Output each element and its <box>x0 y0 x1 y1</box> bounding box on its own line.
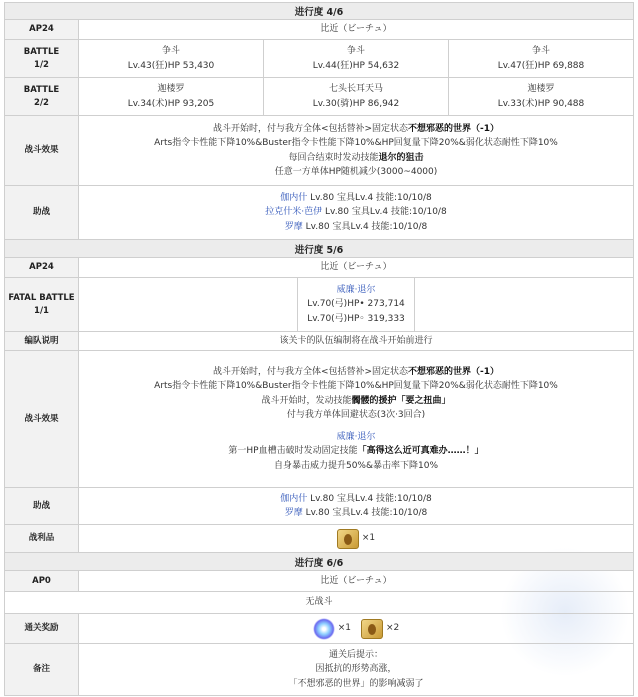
effect-text <box>79 351 633 487</box>
loot-label-text: 战利品 <box>28 533 55 544</box>
effect-highlight: 退尔的狙击 <box>378 152 424 163</box>
battle-label <box>5 78 79 115</box>
boss-cell <box>297 278 415 331</box>
support-list <box>79 488 633 524</box>
support-info: Lv.80 宝具Lv.4 技能:10/10/8 <box>325 207 447 218</box>
enemy-name: 迦楼罗 <box>157 83 185 94</box>
stage6-ap-row <box>4 571 634 592</box>
stage6-header <box>4 553 634 571</box>
support-servant-link[interactable]: 伽内什 <box>280 193 308 204</box>
enemy-name: 迦楼罗 <box>527 83 555 94</box>
effect-highlight: 不想邪恶的世界（-1） <box>408 367 500 378</box>
enemy-name: 七头长耳天马 <box>328 83 383 94</box>
effect-highlight: 不想邪恶的世界（-1） <box>408 124 500 135</box>
stage5-header-text: 进行度 5/6 <box>294 244 344 256</box>
effect-line: 自身暴击威力提升50%&暴击率下降10% <box>273 460 439 471</box>
ap-value: AP24 <box>29 24 54 35</box>
stage6-header-text: 进行度 6/6 <box>294 557 344 569</box>
battle-label-text: FATAL BATTLE <box>8 292 75 303</box>
enemy-stat: Lv.44(狂)HP 54,632 <box>312 60 400 71</box>
place-cell <box>79 20 633 39</box>
note-label <box>5 644 79 695</box>
reward-label <box>5 614 79 643</box>
battle-label <box>5 40 79 77</box>
ap-label <box>5 258 79 277</box>
effect-label-text: 战斗效果 <box>24 413 59 424</box>
enemy-cell <box>449 40 633 77</box>
stage4-battle2-row <box>4 78 634 116</box>
note-line: 因抵抗的形势高涨， <box>315 664 397 675</box>
effect-line: Arts指令卡性能下降10%&Buster指令卡性能下降10%&HP回复量下降20%&弱化状态耐性下降10% <box>154 381 558 392</box>
nobattle-cell <box>5 592 633 613</box>
enemy-cell <box>264 78 449 115</box>
stage5-support-row <box>4 488 634 525</box>
note-line: 通关后提示： <box>328 650 383 661</box>
reward-cell <box>79 614 633 643</box>
stage4-header-text: 进行度 4/6 <box>294 7 344 18</box>
place-cell <box>79 258 633 277</box>
support-info: Lv.80 宝具Lv.4 技能:10/10/8 <box>310 193 432 204</box>
nobattle-text: 无战斗 <box>305 597 333 608</box>
ap-label <box>5 20 79 39</box>
support-info: Lv.80 宝具Lv.4 技能:10/10/8 <box>310 493 432 504</box>
stage6-reward-row <box>4 614 634 644</box>
stage5-fatal-row <box>4 278 634 332</box>
stage4-effect-row <box>4 116 634 186</box>
loot-count: ×1 <box>361 533 376 544</box>
loot-cell <box>79 525 633 552</box>
boss-hp-2: Lv.70(弓)HP◦ 319,333 <box>307 313 405 324</box>
party-label-text: 编队说明 <box>24 335 59 346</box>
boss-hp-1: Lv.70(弓)HP• 273,714 <box>307 299 405 310</box>
enemy-cell <box>449 78 633 115</box>
battle-label-text: BATTLE <box>23 46 60 57</box>
battle-label-text: BATTLE <box>23 84 60 95</box>
effect-line: 每回合结束时发动技能 <box>288 152 379 163</box>
enemy-cell <box>264 40 449 77</box>
enemy-name: 争斗 <box>346 45 365 56</box>
support-info: Lv.80 宝具Lv.4 技能:10/10/8 <box>305 221 428 232</box>
effect-line: 战斗开始时，发动技能 <box>261 395 352 406</box>
gold-material-icon[interactable] <box>337 529 359 549</box>
support-label <box>5 186 79 239</box>
stage5-loot-row <box>4 525 634 553</box>
support-info: Lv.80 宝具Lv.4 技能:10/10/8 <box>305 508 428 518</box>
support-label-text: 助战 <box>32 207 50 218</box>
support-label-text: 助战 <box>32 500 50 511</box>
stage4-battle1-row <box>4 40 634 78</box>
stage6-note-row <box>4 644 634 696</box>
effect-line: 战斗开始时，付与我方全体<包括替补>固定状态 <box>212 124 409 135</box>
support-servant-link[interactable]: 罗摩 <box>284 221 303 232</box>
support-servant-link[interactable]: 罗摩 <box>284 508 303 518</box>
stage6-nobattle-row <box>4 592 634 614</box>
party-text: 该关卡的队伍编制将在战斗开始前进行 <box>279 335 433 346</box>
battle-label <box>5 278 79 331</box>
reward-count: ×1 <box>337 623 351 634</box>
effect-line: 战斗开始时，付与我方全体<包括替补>固定状态 <box>212 367 409 378</box>
enemy-stat: Lv.33(术)HP 90,488 <box>497 98 585 109</box>
stage5-ap-row <box>4 258 634 278</box>
enemy-cell <box>79 40 264 77</box>
effect-label <box>5 351 79 487</box>
enemy-stat: Lv.43(狂)HP 53,430 <box>127 60 215 71</box>
effect-label <box>5 116 79 185</box>
place-name: 比近（ビーチュ） <box>320 575 392 586</box>
enemy-stat: Lv.47(狂)HP 69,888 <box>497 60 585 71</box>
support-label <box>5 488 79 524</box>
ap-value: AP0 <box>32 575 51 586</box>
effect-line: Arts指令卡性能下降10%&Buster指令卡性能下降10%&HP回复量下降20%&弱化状态耐性下降10% <box>154 138 558 149</box>
support-servant-link[interactable]: 伽内什 <box>280 493 308 504</box>
boss-area <box>79 278 633 331</box>
place-cell <box>79 571 633 591</box>
reward-count: ×2 <box>386 623 400 634</box>
enemy-stat: Lv.30(骑)HP 86,942 <box>312 98 400 109</box>
effect-highlight: 髑髅的援护「要之扭曲」 <box>351 395 451 406</box>
ap-value: AP24 <box>29 262 54 273</box>
note-line: 「不想邪恶的世界」的影响减弱了 <box>288 678 424 689</box>
battle-index: 1/2 <box>34 59 49 70</box>
stage4-header <box>4 2 634 20</box>
effect-line: 付与我方单体回避状态(3次·3回合) <box>286 409 426 420</box>
stage4-ap-row <box>4 20 634 40</box>
support-list <box>79 186 633 239</box>
effect-label-text: 战斗效果 <box>24 145 59 156</box>
boss-name-link[interactable]: 威廉·退尔 <box>336 432 376 443</box>
stage5-header <box>4 240 634 258</box>
stage5-effect-row <box>4 351 634 488</box>
support-servant-link[interactable]: 拉克什米·芭伊 <box>265 207 323 218</box>
battle-index: 1/1 <box>34 305 49 316</box>
enemy-cell <box>79 78 264 115</box>
effect-line: 任意一方单体HP随机减少(3000~4000) <box>274 166 438 177</box>
boss-name-link[interactable]: 威廉·退尔 <box>336 284 376 295</box>
enemy-name: 争斗 <box>531 45 550 56</box>
effect-text <box>79 116 633 185</box>
saint-quartz-icon[interactable] <box>313 618 335 640</box>
note-cell <box>79 644 633 695</box>
reward-label-text: 通关奖励 <box>24 623 59 634</box>
party-label <box>5 332 79 350</box>
enemy-stat: Lv.34(术)HP 93,205 <box>127 98 215 109</box>
stage4-support-row <box>4 186 634 240</box>
battle-index: 2/2 <box>34 97 49 108</box>
note-label-text: 备注 <box>32 664 50 675</box>
gold-material-icon[interactable] <box>361 619 383 639</box>
effect-line: 第一HP血槽击破时发动固定技能 <box>228 446 358 457</box>
effect-highlight: 「高得这么近可真难办……！」 <box>357 446 484 457</box>
party-note <box>79 332 633 350</box>
loot-label <box>5 525 79 552</box>
stage5-party-row <box>4 332 634 351</box>
enemy-name: 争斗 <box>161 45 180 56</box>
place-name: 比近（ビーチュ） <box>320 24 392 35</box>
ap-label <box>5 571 79 591</box>
place-name: 比近（ビーチュ） <box>320 262 392 273</box>
